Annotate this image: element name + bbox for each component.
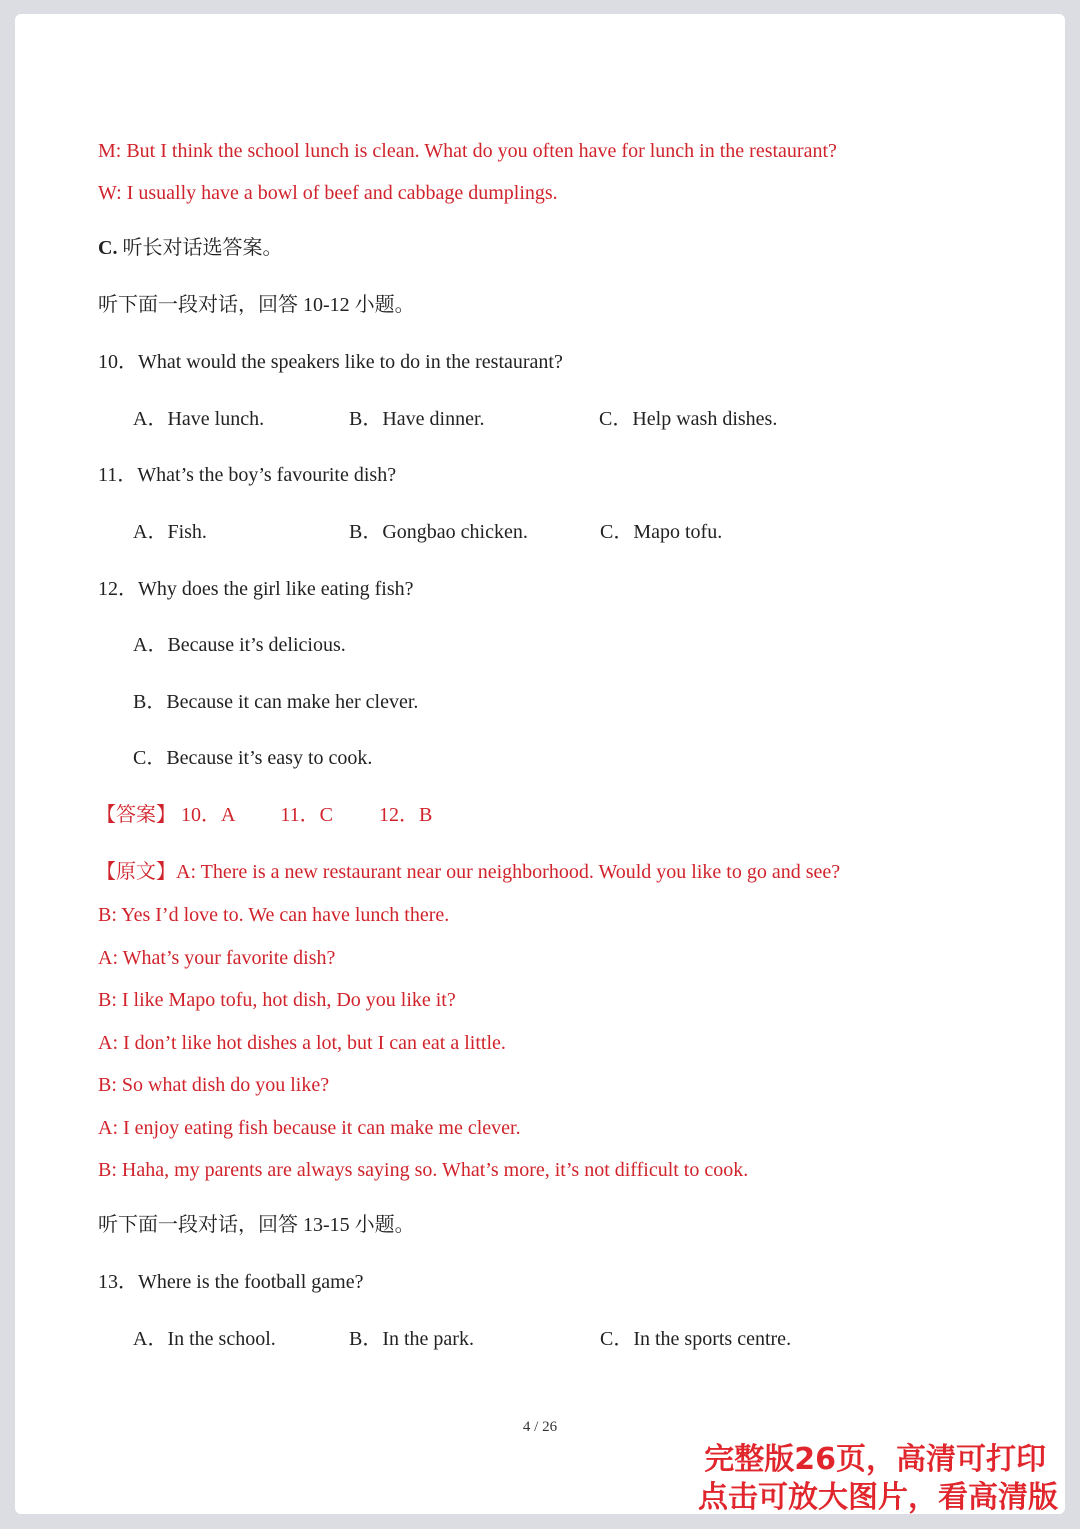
instruction: 听下面一段对话，回答 10-12 小题。 [98, 294, 415, 316]
dialogue-line: W: I usually have a bowl of beef and cabbage dumplings. [98, 182, 558, 204]
transcript-line: B: I like Mapo tofu, hot dish, Do you like it? [98, 989, 456, 1011]
dialogue-line: M: But I think the school lunch is clean. What do you often have for lunch in the restaurant? [98, 140, 837, 162]
option-c: C．Mapo tofu. [600, 521, 723, 543]
answer-line [96, 798, 432, 827]
transcript-label: 【原文】 [96, 861, 176, 883]
option-a: A．Because it’s delicious. [133, 634, 346, 656]
option-b: B．In the park. [349, 1328, 474, 1350]
section-text: 听长对话选答案。 [122, 237, 283, 259]
question-stem: 12．Why does the girl like eating fish? [98, 578, 414, 600]
option-b: B．Have dinner. [349, 408, 485, 430]
instruction: 听下面一段对话，回答 13-15 小题。 [98, 1214, 415, 1236]
answer-item: 11．C [280, 804, 333, 826]
option-a: A．Have lunch. [133, 408, 265, 430]
option-b: B．Gongbao chicken. [349, 521, 528, 543]
option-c: C．In the sports centre. [600, 1328, 792, 1350]
option-b: B．Because it can make her clever. [133, 691, 419, 713]
section-label: C. [98, 237, 118, 259]
question-stem: 13．Where is the football game? [98, 1271, 364, 1293]
transcript-line: B: Haha, my parents are always saying so. What’s more, it’s not difficult to cook. [98, 1159, 749, 1181]
transcript-first-line [96, 855, 840, 884]
promo-line: 点击可放大图片，看高清版 [698, 1480, 1058, 1515]
option-c: C．Help wash dishes. [599, 408, 778, 430]
transcript-line: B: Yes I’d love to. We can have lunch there. [98, 904, 450, 926]
question-stem: 11．What’s the boy’s favourite dish? [98, 464, 397, 486]
section-heading [98, 231, 282, 260]
option-c: C．Because it’s easy to cook. [133, 747, 373, 769]
option-a: A．Fish. [133, 521, 207, 543]
option-a: A．In the school. [133, 1328, 276, 1350]
answer-item: 10．A [181, 804, 235, 826]
question-stem: 10．What would the speakers like to do in the restaurant? [98, 351, 563, 373]
transcript-line: A: What’s your favorite dish? [98, 947, 336, 969]
answer-label: 【答案】 [96, 804, 176, 826]
transcript-line: A: I don’t like hot dishes a lot, but I can eat a little. [98, 1032, 506, 1054]
transcript-text: A: There is a new restaurant near our neighborhood. Would you like to go and see? [176, 861, 841, 883]
answer-item: 12．B [378, 804, 433, 826]
promo-line: 完整版26页，高清可打印 [704, 1442, 1046, 1477]
transcript-line: B: So what dish do you like? [98, 1074, 330, 1096]
transcript-line: A: I enjoy eating fish because it can make me clever. [98, 1117, 521, 1139]
page-number: 4 / 26 [522, 1419, 558, 1435]
